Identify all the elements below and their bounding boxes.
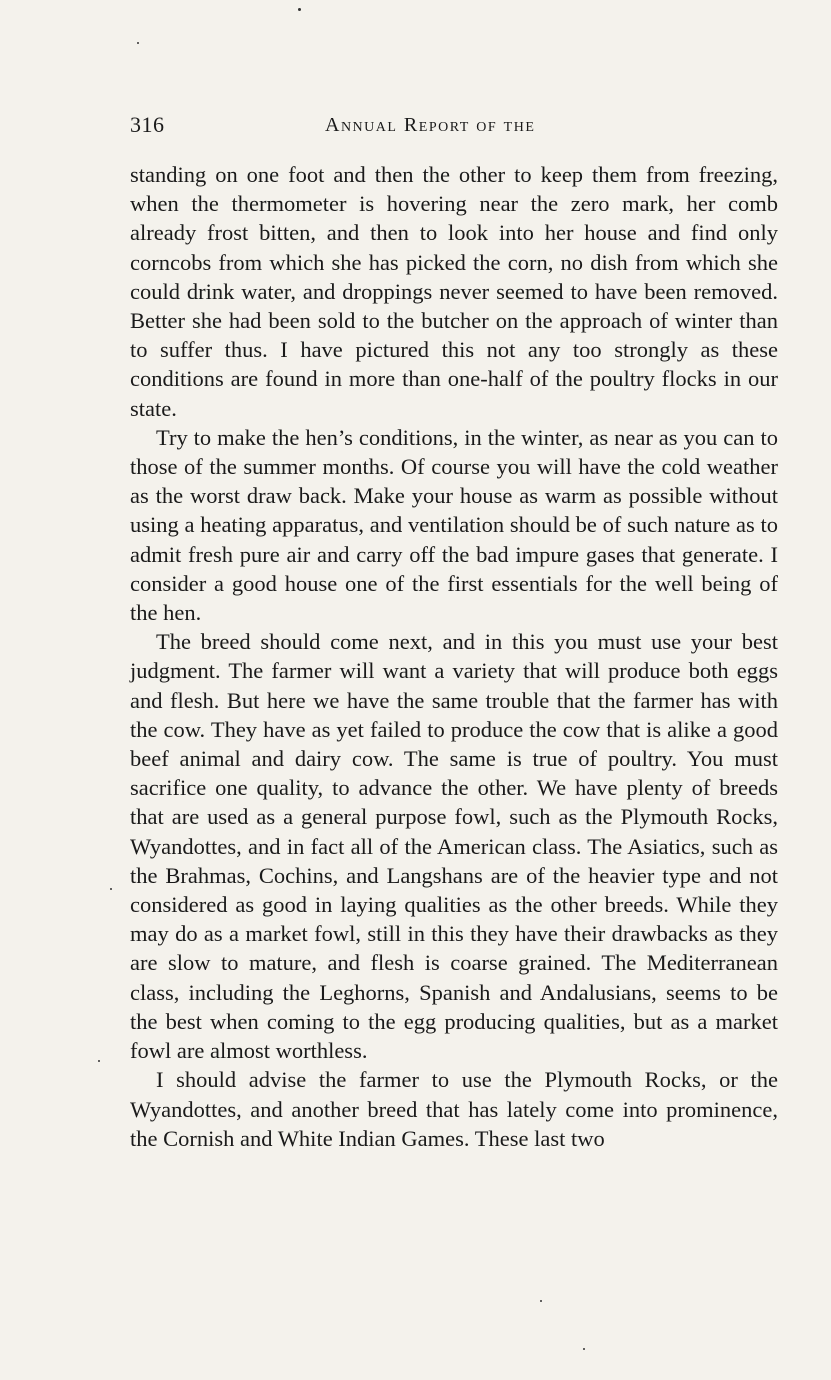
- ink-speck: [298, 8, 301, 11]
- ink-speck: [583, 1348, 585, 1350]
- ink-speck: [540, 1300, 542, 1302]
- ink-speck: [110, 888, 112, 890]
- ink-speck: [98, 1060, 100, 1062]
- page-number: 316: [130, 112, 165, 137]
- paragraph-hen-conditions: Try to make the hen’s conditions, in the winter, as near as you can to those of the summer months. Of course you will have the cold weather as the worst draw back. Make your house as warm as possible without using a heating apparatus, and ventilation should be of such nature as to admit fresh pure air and carry off the bad impure gases that generate. I consider a good house one of the first essentials for the well being of the hen.: [130, 424, 778, 626]
- ink-speck: [137, 42, 139, 44]
- running-head: Annual Report of the: [325, 114, 536, 136]
- paragraph-breed: The breed should come next, and in this you must use your best judgment. The farmer will want a variety that will produce both eggs and flesh. But here we have the same trouble that the farmer has with the cow. They have as yet failed to produce the cow that is alike a good beef animal and dairy cow. The same is true of poultry. You must sacrifice one quality, to advance the other. We have plenty of breeds that are used as a general purpose fowl, such as the Plymouth Rocks, Wyandottes, and in fact all of the American class. The Asiatics, such as the Brahmas, Cochins, and Langshans are of the heavier type and not considered as good in laying qualities as the other breeds. While they may do as a market fowl, still in this they have their drawbacks as they are slow to mature, and flesh is coarse grained. The Mediterranean class, including the Leghorns, Spanish and Andalusians, seems to be the best when coming to the egg producing qualities, but as a market fowl are almost worthless.: [130, 629, 778, 1064]
- body-text: [130, 160, 778, 1153]
- paragraph-advice: I should advise the farmer to use the Plymouth Rocks, or the Wyandottes, and another breed that has lately come into prominence, the Cornish and White Indian Games. These last two: [130, 1067, 778, 1151]
- paragraph-continuation: standing on one foot and then the other to keep them from freezing, when the thermometer is hovering near the zero mark, her comb already frost bitten, and then to look into her house and find only corncobs from which she has picked the corn, no dish from which she could drink water, and droppings never seemed to have been removed. Better she had been sold to the butcher on the approach of winter than to suffer thus. I have pictured this not any too strongly as these conditions are found in more than one-half of the poultry flocks in our state.: [130, 162, 778, 421]
- page-header: [130, 112, 780, 146]
